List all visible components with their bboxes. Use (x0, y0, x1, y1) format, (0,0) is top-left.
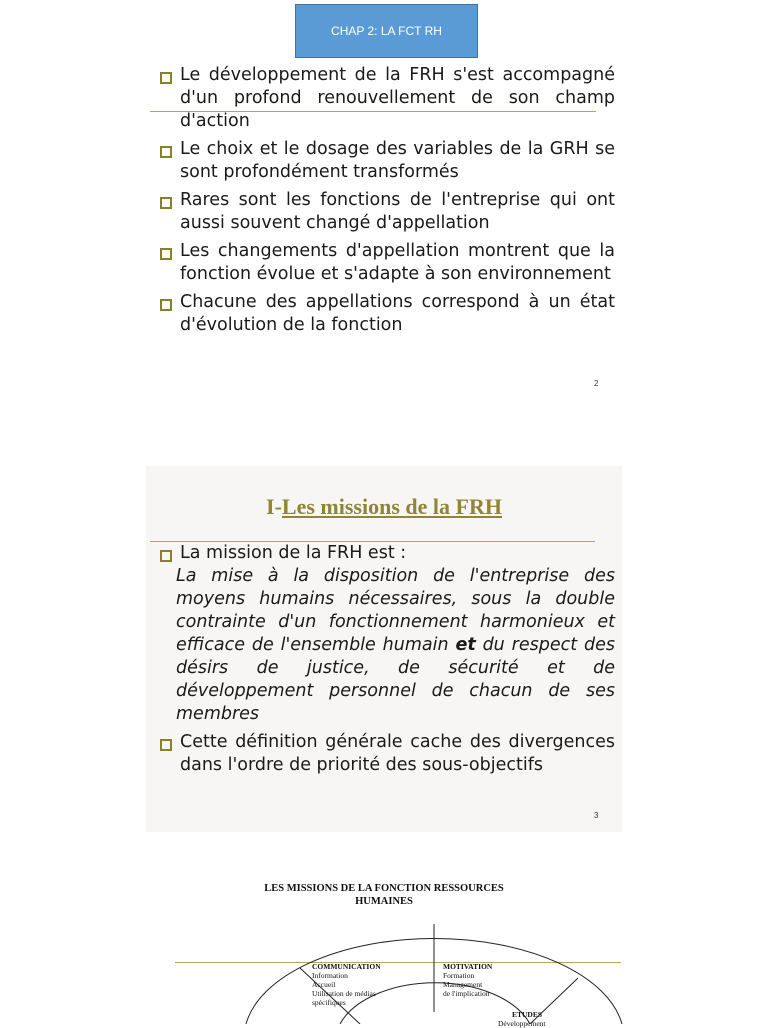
slide2-title: I-Les missions de la FRH (266, 494, 502, 519)
slide1-page-number: 2 (594, 379, 599, 388)
motivation-label: MOTIVATION Formation Management de l'implication (443, 962, 493, 998)
slide1-bullet-1: Le développement de la FRH s'est accompagné d'un profond renouvellement de son champ d'action (160, 64, 615, 133)
slide2-definition: La mise à la disposition de l'entreprise des moyens humains nécessaires, sous la double contrainte d'un fonctionnement harmonieux et efficace de l'ensemble humain et du respect des désirs de justice, de sécurité et de développement personnel de chacun de ses membres (176, 566, 615, 724)
slide2-page-number: 3 (594, 811, 599, 820)
slide1-bullet-2: Le choix et le dosage des variables de la GRH se sont profondément transformés (160, 138, 615, 184)
slide1-bullet-4: Les changements d'appellation montrent que la fonction évolue et s'adapte à son environnement (160, 240, 615, 286)
slide3-title: LES MISSIONS DE LA FONCTION RESSOURCES HUMAINES (264, 883, 504, 907)
slide1-bullet-5: Chacune des appellations correspond à un état d'évolution de la fonction (160, 291, 615, 337)
etudes-label: ETUDES Développement (498, 1010, 546, 1028)
communication-label: COMMUNICATION Information Accueil Utilisation de médias spécifiques (312, 962, 381, 1007)
slide2-bullet-1: La mission de la FRH est : (160, 542, 615, 565)
chapter-title: CHAP 2: LA FCT RH (331, 24, 442, 38)
slide1-bullet-3: Rares sont les fonctions de l'entreprise qui ont aussi souvent changé d'appellation (160, 189, 615, 235)
slide2-bullet-2: Cette définition générale cache des divergences dans l'ordre de priorité des sous-objectifs (160, 731, 615, 777)
